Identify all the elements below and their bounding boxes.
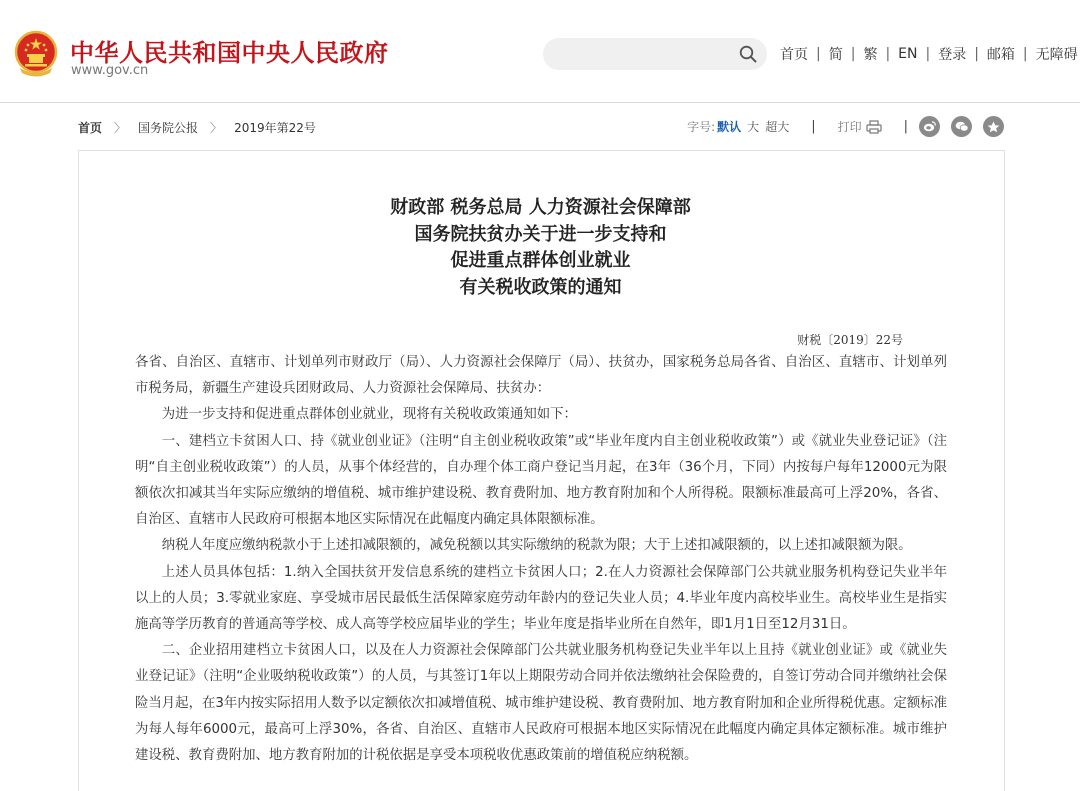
weibo-icon[interactable] bbox=[919, 116, 940, 137]
paragraph-section-1: 一、建档立卡贫困人口、持《就业创业证》（注明“自主创业税收政策”或“毕业年度内自主创业税收政策”）或《就业失业登记证》（注明“自主创业税收政策”）的人员，从事个体经营的，自办理个体工商户登记当月起，在3年（36个月，下同）内按每户每年12000元为限额依次扣减其当年实际应缴纳的增值税、城市维护建设税、教育费附加、地方教育附加和个人所得税。限额标准最高可上浮20%，各省、自治区、直辖市人民政府可根据本地区实际情况在此幅度内确定具体限额标准。 bbox=[135, 433, 947, 528]
document-title-line: 有关税收政策的通知 bbox=[459, 276, 622, 298]
top-nav bbox=[780, 44, 1078, 64]
chevron-right-icon: 〉 bbox=[210, 121, 223, 135]
paragraph-section-2: 二、企业招用建档立卡贫困人口，以及在人力资源社会保障部门公共就业服务机构登记失业半年以上且持《就业创业证》或《就业失业登记证》（注明“企业吸纳税收政策”）的人员，与其签订1年以上期限劳动合同并依法缴纳社会保险费的，自签订劳动合同并缴纳社会保险当月起，在3年内按实际招用人数予以定额依次扣减增值税、城市维护建设税、教育费附加、地方教育附加和企业所得税优惠。定额标准为每人每年6000元，最高可上浮30%，各省、自治区、直辖市人民政府可根据本地区实际情况在此幅度内确定具体定额标准。城市维护建设税、教育费附加、地方教育附加的计税依据是享受本项税收优惠政策前的增值税应纳税额。 bbox=[135, 643, 947, 764]
document-title-line: 财政部 税务总局 人力资源社会保障部 bbox=[390, 197, 691, 218]
tools-separator: | bbox=[811, 119, 816, 134]
nav-simplified[interactable]: 简 bbox=[828, 47, 843, 63]
breadcrumb-bar bbox=[78, 116, 1004, 138]
nav-separator: | bbox=[885, 46, 891, 62]
nav-english[interactable]: EN bbox=[898, 46, 918, 62]
nav-separator: | bbox=[850, 46, 856, 62]
chevron-right-icon: 〉 bbox=[114, 121, 127, 135]
paragraph-eligible-persons: 上述人员具体包括：1.纳入全国扶贫开发信息系统的建档立卡贫困人口；2.在人力资源社会保障部门公共就业服务机构登记失业半年以上的人员；3.零就业家庭、享受城市居民最低生活保障家庭劳动年龄内的登记失业人员；4.毕业年度内高校毕业生。高校毕业生是指实施高等学历教育的普通高等学校、成人高等学校应届毕业的学生；毕业年度是指毕业所在自然年，即1月1日至12月31日。 bbox=[135, 564, 947, 633]
site-url: www.gov.cn bbox=[71, 63, 149, 78]
nav-separator: | bbox=[816, 46, 821, 62]
font-size-xlarge[interactable]: 超大 bbox=[765, 120, 790, 134]
paragraph-deduction-limit: 纳税人年度应缴纳税款小于上述扣减限额的，减免税额以其实际缴纳的税款为限；大于上述扣减限额的，以上述扣减限额为限。 bbox=[161, 538, 912, 554]
page-tools bbox=[687, 116, 1004, 137]
search-input[interactable] bbox=[543, 38, 767, 70]
document-title-line: 促进重点群体创业就业 bbox=[450, 250, 631, 271]
breadcrumb bbox=[78, 119, 316, 136]
nav-login[interactable]: 登录 bbox=[938, 47, 967, 63]
font-size-default[interactable]: 默认 bbox=[717, 120, 742, 134]
site-header bbox=[0, 0, 1080, 103]
tools-separator: | bbox=[903, 119, 908, 134]
document-title bbox=[0, 195, 1080, 301]
nav-separator: | bbox=[974, 46, 979, 62]
document-number: 财税〔2019〕22号 bbox=[797, 333, 903, 347]
font-size-large[interactable]: 大 bbox=[747, 120, 760, 134]
nav-home[interactable]: 首页 bbox=[780, 47, 808, 63]
nav-accessibility[interactable]: 无障碍 bbox=[1035, 47, 1078, 63]
document-title-line: 国务院扶贫办关于进一步支持和 bbox=[414, 223, 667, 245]
breadcrumb-gazette[interactable]: 国务院公报 bbox=[138, 121, 199, 135]
breadcrumb-issue[interactable]: 2019年第22号 bbox=[234, 121, 316, 135]
printer-icon[interactable] bbox=[866, 120, 882, 134]
wechat-icon[interactable] bbox=[951, 116, 972, 137]
nav-traditional[interactable]: 繁 bbox=[863, 47, 878, 63]
nav-separator: | bbox=[1022, 46, 1028, 62]
font-size-label: 字号: bbox=[687, 120, 716, 134]
breadcrumb-home[interactable]: 首页 bbox=[78, 121, 103, 135]
search-icon[interactable] bbox=[739, 45, 757, 63]
document-body bbox=[135, 350, 947, 769]
national-emblem-icon[interactable] bbox=[14, 30, 58, 78]
favorite-icon[interactable] bbox=[983, 116, 1004, 137]
site-title[interactable]: 中华人民共和国中央人民政府 bbox=[70, 39, 389, 67]
paragraph-addressees: 各省、自治区、直辖市、计划单列市财政厅（局）、人力资源社会保障厅（局）、扶贫办，国家税务总局各省、自治区、直辖市、计划单列市税务局，新疆生产建设兵团财政局、人力资源社会保障局、扶贫办： bbox=[135, 355, 947, 397]
print-button[interactable]: 打印 bbox=[837, 120, 862, 134]
nav-separator: | bbox=[925, 46, 931, 62]
paragraph-intro: 为进一步支持和促进重点群体创业就业，现将有关税收政策通知如下： bbox=[161, 407, 577, 423]
nav-mailbox[interactable]: 邮箱 bbox=[986, 47, 1015, 63]
